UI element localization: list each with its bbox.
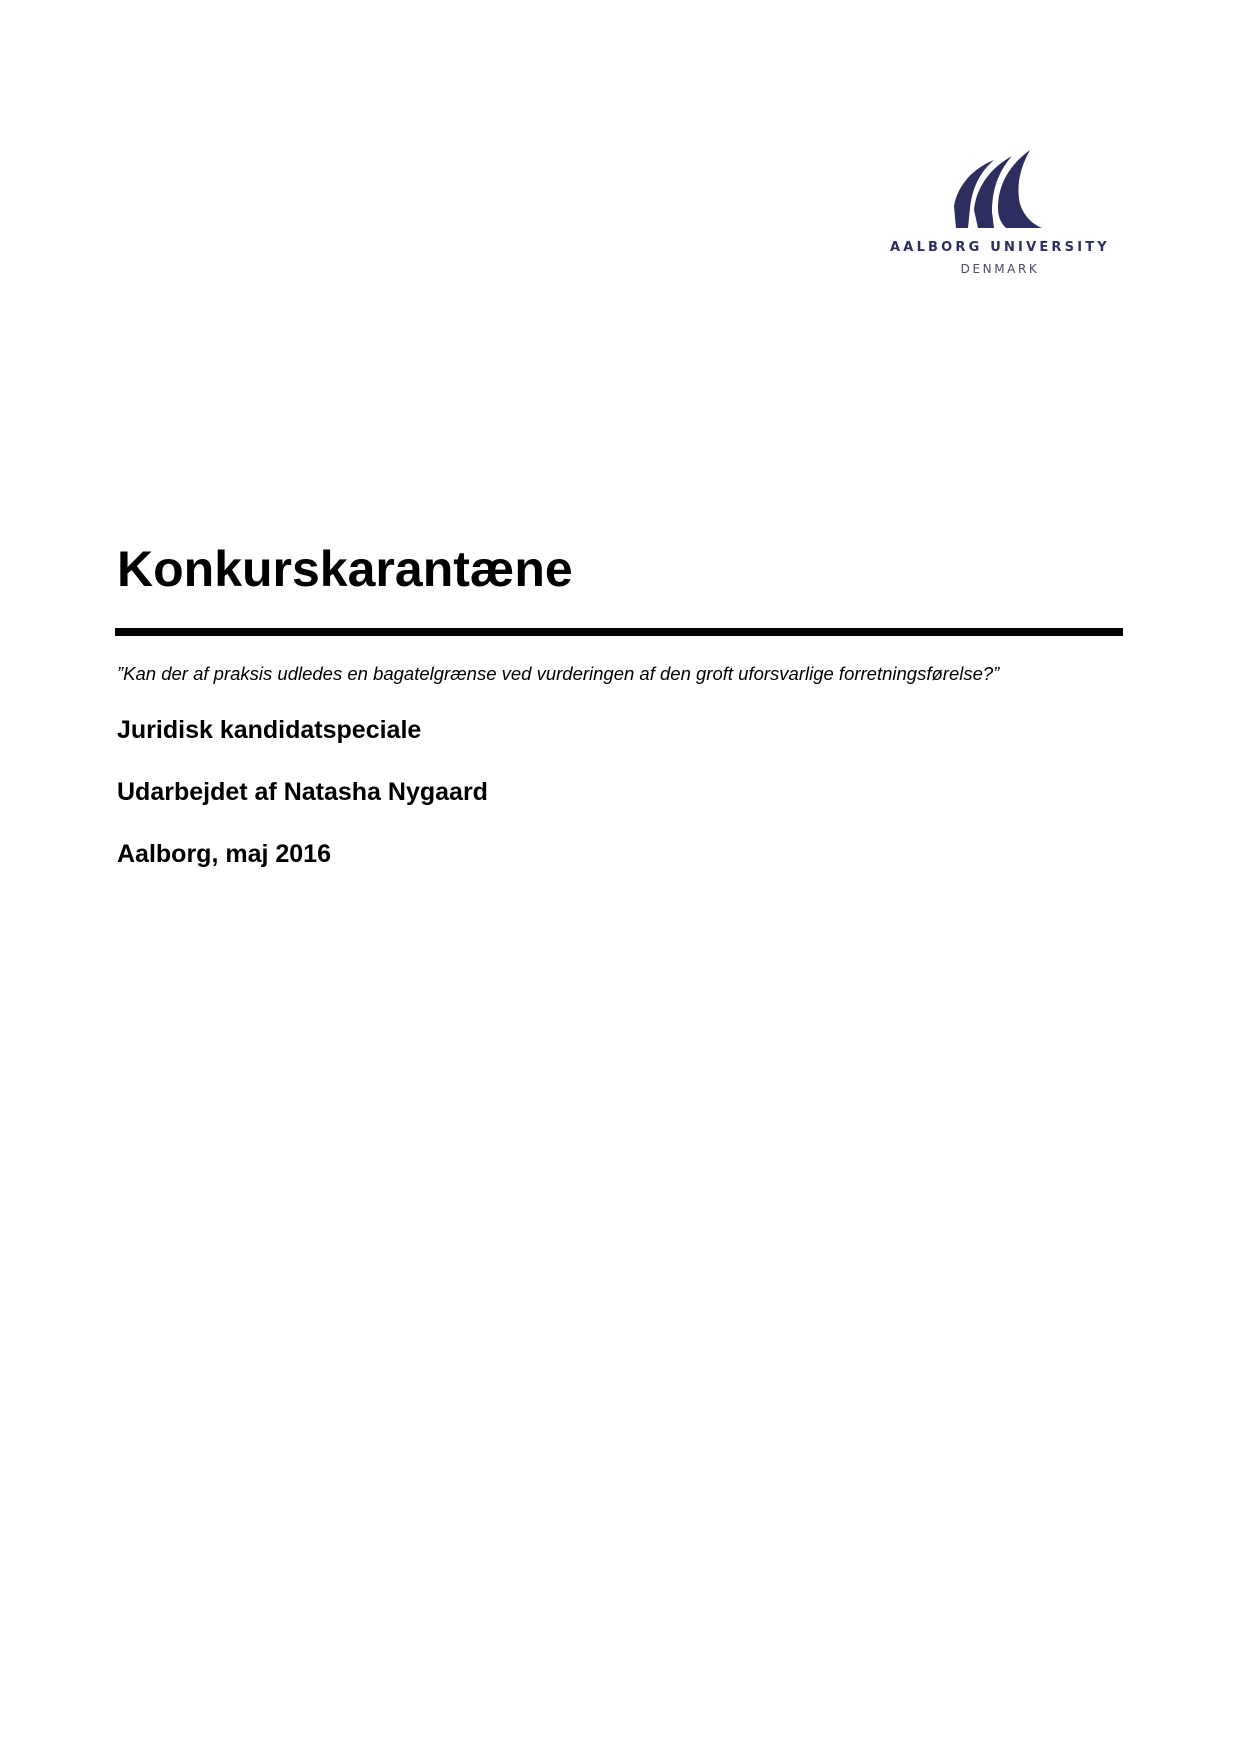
aalborg-university-logo-icon [950,148,1046,230]
thesis-type: Juridisk kandidatspeciale [117,716,422,744]
university-logo [880,140,1120,290]
logo-country: DENMARK [960,262,1040,276]
research-question: ”Kan der af praksis udledes en bagatelgrænse ved vurderingen af den groft uforsvarlige forretningsførelse?” [117,663,1000,684]
document-title: Konkurskarantæne [117,541,573,597]
logo-university-name: AALBORG UNIVERSITY [890,240,1110,255]
title-divider [115,628,1123,636]
place-date: Aalborg, maj 2016 [117,840,331,868]
author-line: Udarbejdet af Natasha Nygaard [117,778,488,806]
